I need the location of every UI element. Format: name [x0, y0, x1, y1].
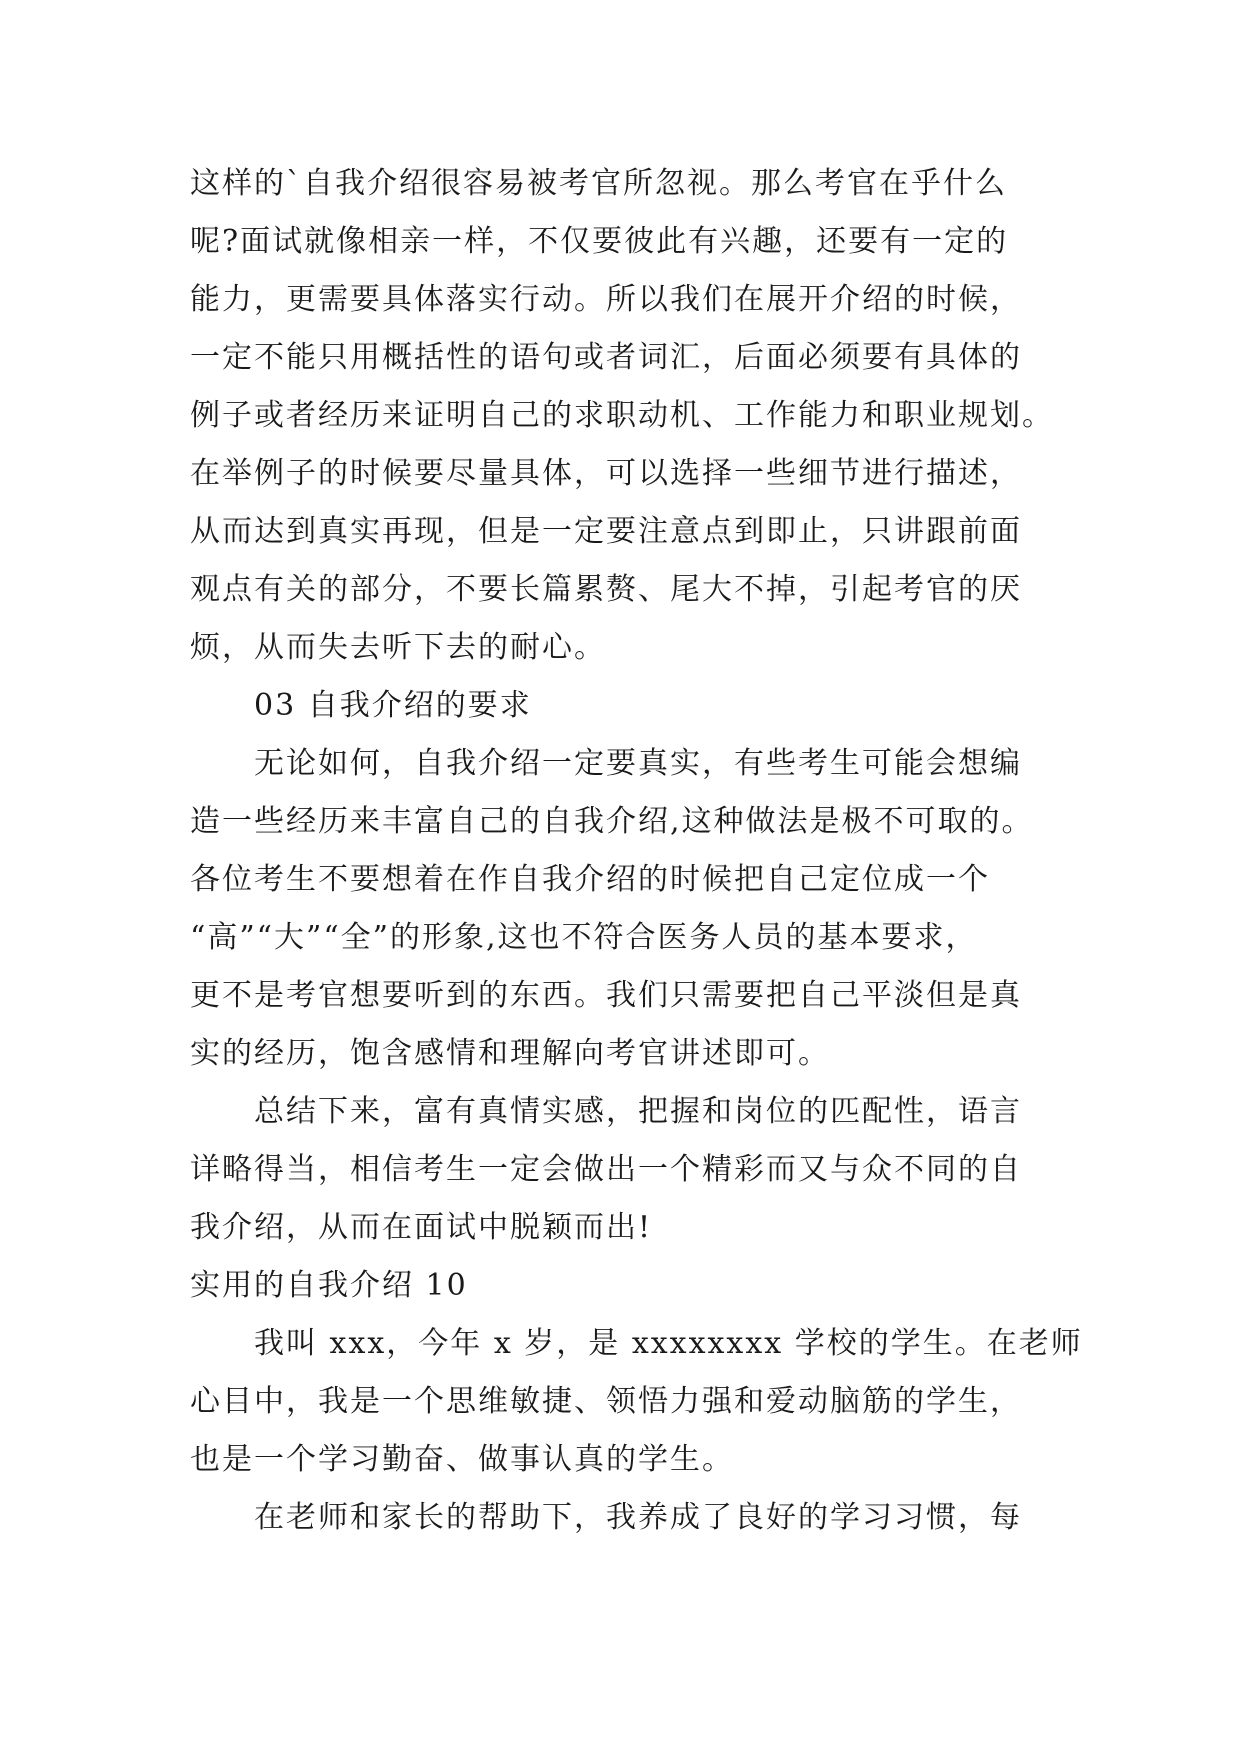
- section-heading: [0, 677, 1241, 735]
- text-line: [0, 909, 1241, 967]
- text-line: [0, 387, 1241, 445]
- line-text: 造一些经历来丰富自己的自我介绍,这种做法是极不可取的。: [190, 804, 1034, 839]
- text-line: [0, 503, 1241, 561]
- line-text: 在老师和家长的帮助下，我养成了良好的学习习惯，每: [254, 1500, 1022, 1535]
- text-line: [0, 271, 1241, 329]
- text-line: [0, 619, 1241, 677]
- text-line: [0, 1431, 1241, 1489]
- line-text: “高”“大”“全”的形象,这也不符合医务人员的基本要求，: [190, 920, 978, 955]
- line-text: 能力，更需要具体落实行动。所以我们在展开介绍的时候，: [190, 282, 1022, 317]
- line-text: 观点有关的部分，不要长篇累赘、尾大不掉，引起考官的厌: [190, 572, 1022, 607]
- line-text: 我叫 xxx，今年 x 岁，是 xxxxxxxx 学校的学生。在老师: [254, 1326, 1083, 1361]
- line-text: 一定不能只用概括性的语句或者词汇，后面必须要有具体的: [190, 340, 1022, 375]
- text-line: [0, 851, 1241, 909]
- text-line: [0, 1489, 1241, 1547]
- text-line: [0, 1315, 1241, 1373]
- line-text: 实的经历，饱含感情和理解向考官讲述即可。: [190, 1036, 830, 1071]
- text-line: [0, 445, 1241, 503]
- line-text: 呢?面试就像相亲一样，不仅要彼此有兴趣，还要有一定的: [190, 224, 1009, 259]
- text-line: [0, 967, 1241, 1025]
- line-text: 烦，从而失去听下去的耐心。: [190, 630, 606, 665]
- line-text: 这样的`自我介绍很容易被考官所忽视。那么考官在乎什么: [190, 166, 1007, 201]
- line-text: 心目中，我是一个思维敏捷、领悟力强和爱动脑筋的学生，: [190, 1384, 1022, 1419]
- text-line: [0, 1141, 1241, 1199]
- section-heading-text: 03 自我介绍的要求: [254, 688, 532, 723]
- line-text: 各位考生不要想着在作自我介绍的时候把自己定位成一个: [190, 862, 990, 897]
- line-text: 在举例子的时候要尽量具体，可以选择一些细节进行描述，: [190, 456, 1022, 491]
- line-text: 我介绍，从而在面试中脱颖而出!: [190, 1210, 653, 1245]
- line-text: 无论如何，自我介绍一定要真实，有些考生可能会想编: [254, 746, 1022, 781]
- text-line: [0, 329, 1241, 387]
- text-line: [0, 1373, 1241, 1431]
- line-text: 详略得当，相信考生一定会做出一个精彩而又与众不同的自: [190, 1152, 1022, 1187]
- text-line: [0, 155, 1241, 213]
- article-title-text: 实用的自我介绍 10: [190, 1268, 468, 1303]
- line-text: 从而达到真实再现，但是一定要注意点到即止，只讲跟前面: [190, 514, 1022, 549]
- text-line: [0, 1025, 1241, 1083]
- text-line: [0, 1083, 1241, 1141]
- line-text: 也是一个学习勤奋、做事认真的学生。: [190, 1442, 734, 1477]
- text-line: [0, 793, 1241, 851]
- line-text: 例子或者经历来证明自己的求职动机、工作能力和职业规划。: [190, 398, 1054, 433]
- text-line: [0, 735, 1241, 793]
- text-line: [0, 213, 1241, 271]
- text-line: [0, 1199, 1241, 1257]
- article-title: [0, 1257, 1241, 1315]
- text-line: [0, 561, 1241, 619]
- line-text: 总结下来，富有真情实感，把握和岗位的匹配性，语言: [254, 1094, 1022, 1129]
- line-text: 更不是考官想要听到的东西。我们只需要把自己平淡但是真: [190, 978, 1022, 1013]
